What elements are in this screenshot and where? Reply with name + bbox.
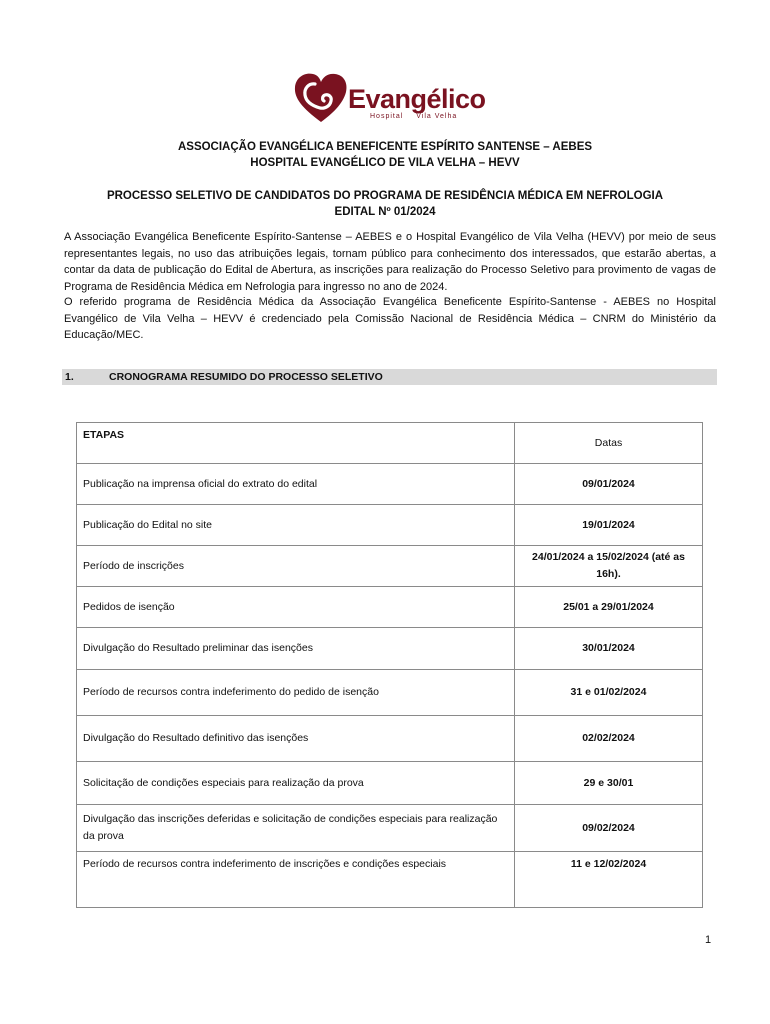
section-title: CRONOGRAMA RESUMIDO DO PROCESSO SELETIVO [109, 371, 383, 383]
row-etapa [77, 587, 515, 628]
row-etapa [77, 505, 515, 546]
row-data: 25/01 a 29/01/2024 [515, 587, 703, 628]
row-etapa-text: Período de inscrições [83, 559, 184, 572]
logo-subtitle [370, 113, 467, 120]
row-etapa-text: Divulgação do Resultado preliminar das isenções [83, 642, 313, 654]
row-etapa-text: Período de recursos contra indeferimento de inscrições e condições especiais [83, 858, 447, 870]
table-row [77, 852, 703, 908]
row-data: 29 e 30/01 [515, 762, 703, 805]
header-datas: Datas [515, 423, 703, 464]
row-data: 09/02/2024 [515, 805, 703, 852]
table-row [77, 670, 703, 716]
hospital-logo [292, 70, 492, 126]
page-number: 1 [705, 934, 712, 946]
row-etapa-text: Pedidos de isenção [83, 600, 175, 613]
paragraph-2: O referido programa de Residência Médica da Associação Evangélica Beneficente Espírito-Santense - AEBES no Hospital Evangélico de Vila Velha – HEVV é credenciado pela Comissão Nacional de Residência Médica – CNRM do Ministério da Educação/MEC. [64, 296, 716, 341]
row-etapa-text: Publicação do Edital no site [83, 518, 212, 531]
row-etapa-text: Período de recursos contra indeferimento do pedido de isenção [83, 686, 379, 698]
header-line-4: EDITAL Nº 01/2024 [334, 206, 436, 218]
schedule-table [76, 422, 703, 908]
row-etapa [77, 852, 515, 908]
table-row [77, 505, 703, 546]
section-number: 1. [65, 371, 74, 383]
table-header-row [77, 423, 703, 464]
header-line-3: PROCESSO SELETIVO DE CANDIDATOS DO PROGRAMA DE RESIDÊNCIA MÉDICA EM NEFROLOGIA [106, 190, 664, 202]
row-etapa [77, 464, 515, 505]
header-etapas: ETAPAS [77, 423, 515, 464]
row-data: 09/01/2024 [515, 464, 703, 505]
row-etapa [77, 546, 515, 587]
row-data: 31 e 01/02/2024 [515, 670, 703, 716]
section-heading [62, 369, 717, 385]
row-etapa [77, 762, 515, 805]
row-etapa-text: Divulgação das inscrições deferidas e solicitação de condições especiais para realização da prova [83, 813, 498, 842]
row-etapa-text: Solicitação de condições especiais para realização da prova [83, 776, 364, 789]
table-row [77, 716, 703, 762]
row-etapa-text: Divulgação do Resultado definitivo das isenções [83, 732, 309, 744]
row-etapa [77, 628, 515, 670]
logo-wordmark: Evangélico [348, 84, 486, 114]
table-row [77, 464, 703, 505]
logo-sub-right: Vila Velha [416, 113, 458, 120]
row-data: 19/01/2024 [515, 505, 703, 546]
heart-logo-icon [292, 70, 350, 126]
row-data: 11 e 12/02/2024 [515, 852, 703, 908]
row-data: 30/01/2024 [515, 628, 703, 670]
header-line-1: ASSOCIAÇÃO EVANGÉLICA BENEFICENTE ESPÍRITO SANTENSE – AEBES [177, 141, 593, 153]
row-etapa [77, 670, 515, 716]
paragraph-1: A Associação Evangélica Beneficente Espírito-Santense – AEBES e o Hospital Evangélico de Vila Velha (HEVV) por meio de seus representantes legais, no uso das atribuições legais, tornam público para conhecimento dos interessados, que estarão abertas, a contar da data de publicação do Edital de Abertura, as inscrições para realização do Processo Seletivo para provimento de vagas de Programa de Residência Médica em Nefrologia para ingresso no ano de 2024. [64, 231, 716, 293]
header-line-2: HOSPITAL EVANGÉLICO DE VILA VELHA – HEVV [250, 157, 520, 169]
table-row [77, 546, 703, 587]
logo-sub-left: Hospital [370, 113, 404, 120]
table-row [77, 587, 703, 628]
table-row [77, 628, 703, 670]
row-data: 02/02/2024 [515, 716, 703, 762]
table-row [77, 762, 703, 805]
table-row [77, 805, 703, 852]
row-data: 24/01/2024 a 15/02/2024 (até as 16h). [515, 546, 703, 587]
row-etapa-text: Publicação na imprensa oficial do extrato do edital [83, 477, 318, 490]
row-etapa [77, 805, 515, 852]
row-etapa [77, 716, 515, 762]
